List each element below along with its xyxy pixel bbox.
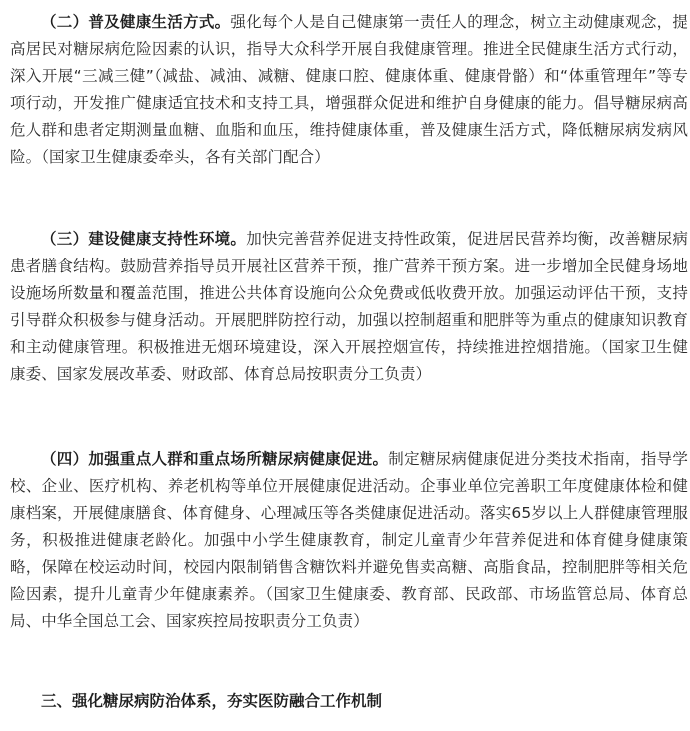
paragraph-healthy-lifestyle — [10, 9, 688, 171]
paragraph-text: 强化每个人是自己健康第一责任人的理念，树立主动健康观念，提高居民对糖尿病危险因素的认识，指导大众科学开展自我健康管理。推进全民健康生活方式行动，深入开展“三减三健”（减盐、减油、减糖、健康口腔、健康体重、健康骨骼）和“体重管理年”等专项行动，开发推广健康适宜技术和支持工具，增强群众促进和维护自身健康的能力。倡导糖尿病高危人群和患者定期测量血糖、血脂和血压，维持健康体重，普及健康生活方式，降低糖尿病发病风险。（国家卫生健康委牵头，各有关部门配合） — [10, 13, 688, 166]
paragraph-key-groups — [10, 446, 688, 635]
paragraph-text: 加快完善营养促进支持性政策，促进居民营养均衡，改善糖尿病患者膳食结构。鼓励营养指导员开展社区营养干预，推广营养干预方案。进一步增加全民健身场地设施场所数量和覆盖范围，推进公共体育设施向公众免费或低收费开放。加强运动评估干预，支持引导群众积极参与健身活动。开展肥胖防控行动，加强以控制超重和肥胖等为重点的健康知识教育和主动健康管理。积极推进无烟环境建设，深入开展控烟宣传，持续推进控烟措施。（国家卫生健康委、国家发展改革委、财政部、体育总局按职责分工负责） — [10, 230, 688, 383]
paragraph-lead: （二）普及健康生活方式。 — [41, 13, 231, 31]
paragraph-lead: （三）建设健康支持性环境。 — [41, 230, 247, 248]
section-heading: 三、强化糖尿病防治体系，夯实医防融合工作机制 — [41, 692, 383, 710]
paragraph-lead: （四）加强重点人群和重点场所糖尿病健康促进。 — [41, 450, 389, 468]
paragraph-supportive-environment — [10, 226, 688, 388]
paragraph-text: 制定糖尿病健康促进分类技术指南，指导学校、企业、医疗机构、养老机构等单位开展健康促进活动。企事业单位完善职工年度健康体检和健康档案，开展健康膳食、体育健身、心理减压等各类健康促进活动。落实65岁以上人群健康管理服务，积极推进健康老龄化。加强中小学生健康教育，制定儿童青少年营养促进和体育健身健康策略，保障在校运动时间，校园内限制销售含糖饮料并避免售卖高糖、高脂食品，控制肥胖等相关危险因素，提升儿童青少年健康素养。（国家卫生健康委、教育部、民政部、市场监管总局、体育总局、中华全国总工会、国家疾控局按职责分工负责） — [10, 450, 689, 630]
